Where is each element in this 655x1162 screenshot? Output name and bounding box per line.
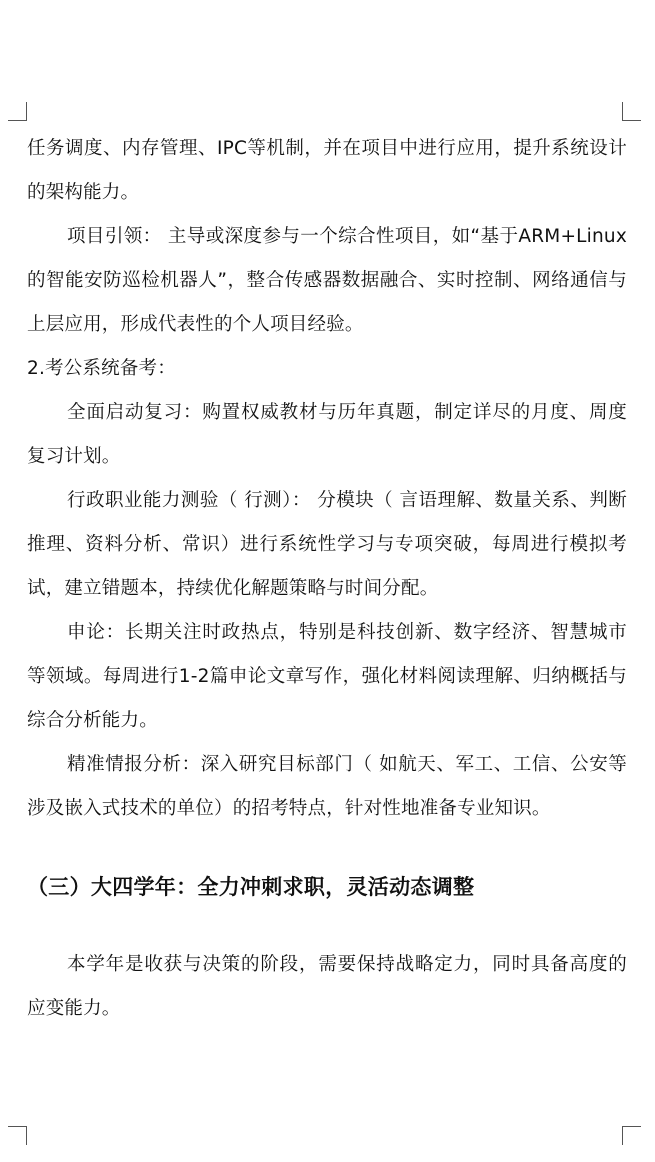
section-heading-senior-year: （三）大四学年：全力冲刺求职，灵活动态调整 [27,875,475,899]
paragraph-aptitude-test: 行政职业能力测验（ 行测）： 分模块（ 言语理解、数量关系、判断推理、资料分析、常识）进行系统性学习与专项突破，每周进行模拟考试，建立错题本，持续优化解题策略与时间分配。 [27,490,627,599]
paragraph-civil-exam-title: 2.考公系统备考： [27,358,176,379]
paragraph-senior-year-intro: 本学年是收获与决策的阶段，需要保持战略定力，同时具备高度的应变能力。 [27,954,627,1019]
crop-mark-bottom-left [8,1126,27,1145]
crop-mark-top-right [622,102,641,121]
paragraph-project-lead: 项目引领： 主导或深度参与一个综合性项目，如“基于ARM+Linux的智能安防巡检机器人”，整合传感器数据融合、实时控制、网络通信与上层应用，形成代表性的个人项目经验。 [27,226,627,335]
paragraph-task-scheduling: 任务调度、内存管理、IPC等机制，并在项目中进行应用，提升系统设计的架构能力。 [27,138,627,203]
crop-mark-bottom-right [622,1126,641,1145]
paragraph-review-start: 全面启动复习：购置权威教材与历年真题，制定详尽的月度、周度复习计划。 [27,402,627,467]
paragraph-intel-analysis: 精准情报分析：深入研究目标部门（ 如航天、军工、工信、公安等涉及嵌入式技术的单位）的招考特点，针对性地准备专业知识。 [27,754,627,819]
crop-mark-top-left [8,102,27,121]
paragraph-essay: 申论：长期关注时政热点，特别是科技创新、数字经济、智慧城市等领域。每周进行1-2篇申论文章写作，强化材料阅读理解、归纳概括与综合分析能力。 [27,622,627,731]
document-page [27,127,627,1031]
